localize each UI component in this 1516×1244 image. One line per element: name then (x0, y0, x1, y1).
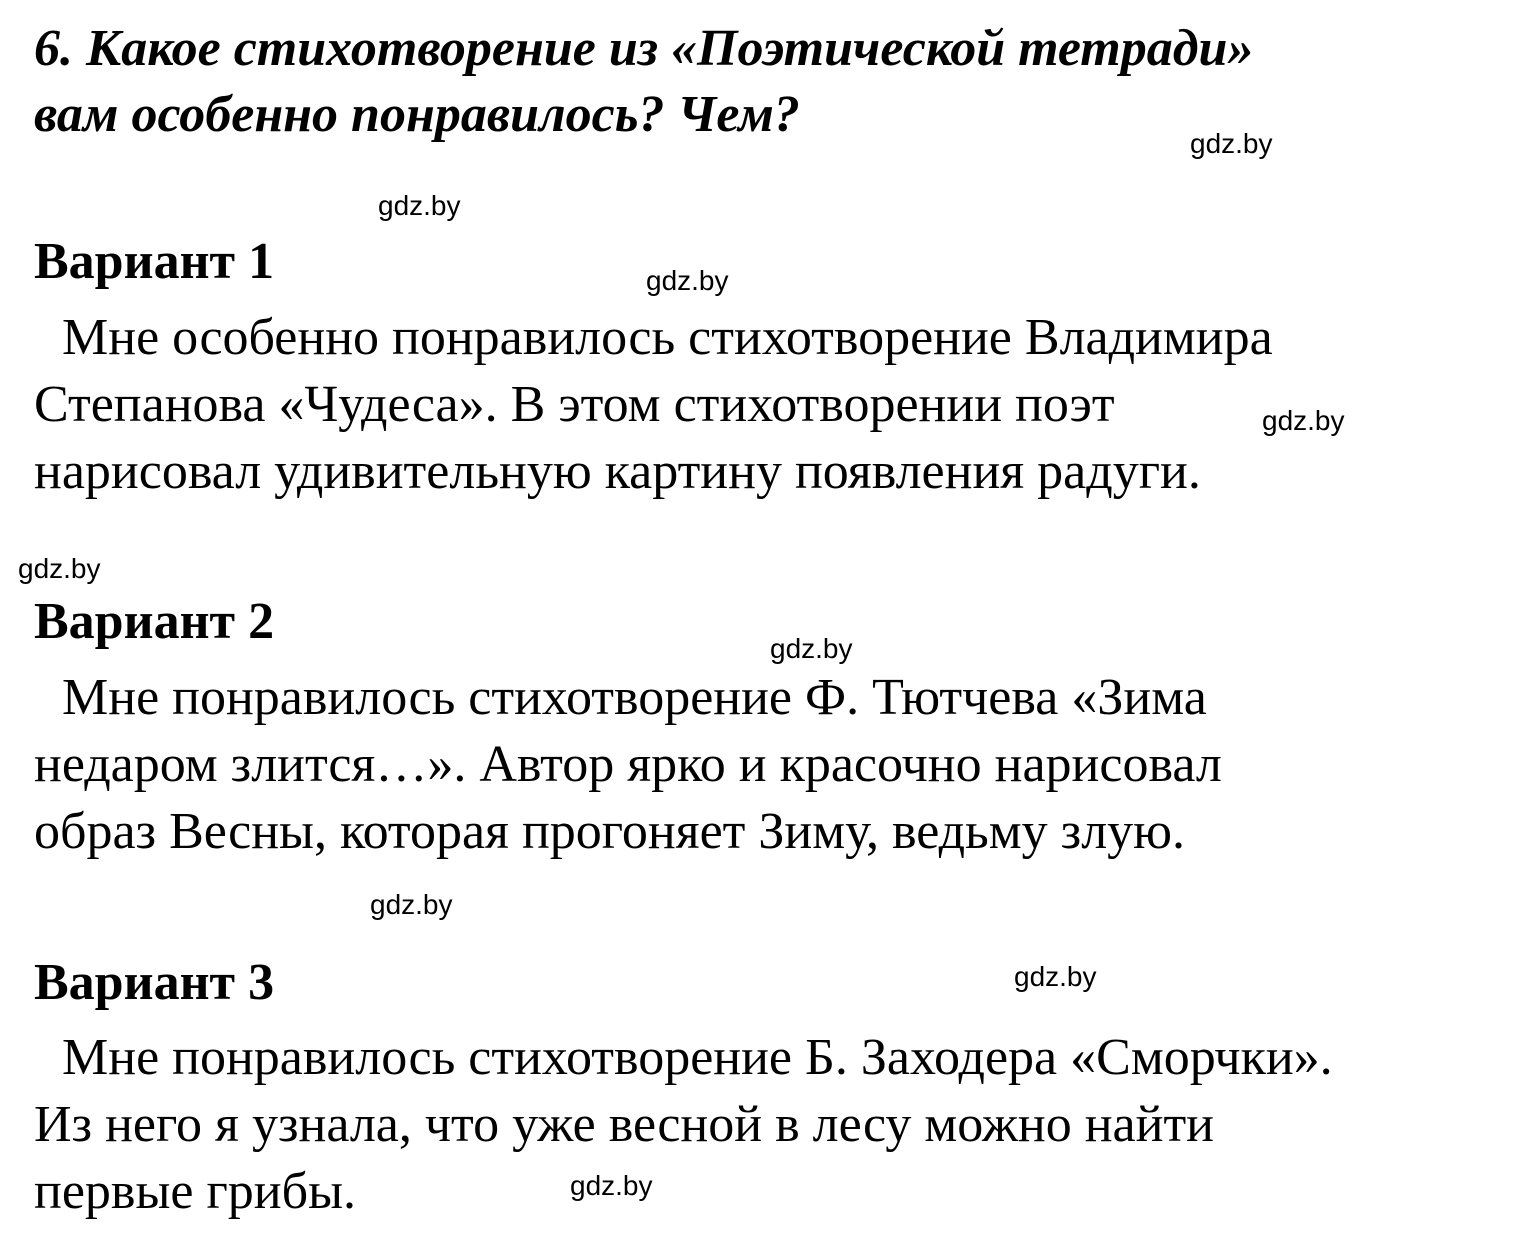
watermark: gdz.by (770, 633, 853, 664)
answer-line: Степанова «Чудеса». В этом стихотворении поэт (34, 376, 1115, 433)
answer-line: Мне особенно понравилось стихотворение Владимира (62, 309, 1273, 366)
answer-line: Из него я узнала, что уже весной в лесу можно найти (34, 1096, 1215, 1153)
watermark: gdz.by (370, 889, 453, 920)
answer-line: Мне понравилось стихотворение Ф. Тютчева «Зима (62, 669, 1207, 726)
watermark: gdz.by (18, 553, 101, 584)
watermark: gdz.by (646, 265, 729, 296)
variant-2-heading: Вариант 2 (34, 593, 275, 650)
watermark: gdz.by (570, 1170, 653, 1201)
answer-line: нарисовал удивительную картину появления радуги. (34, 443, 1201, 500)
question-line: вам особенно понравилось? Чем? (34, 86, 800, 143)
answer-line: недаром злится…». Автор ярко и красочно нарисовал (34, 736, 1222, 793)
watermark: gdz.by (1014, 961, 1097, 992)
watermark: gdz.by (1190, 128, 1273, 159)
answer-line: Мне понравилось стихотворение Б. Заходера «Сморчки». (62, 1029, 1333, 1086)
variant-1-answer (34, 304, 1273, 505)
variant-2-answer (34, 664, 1222, 865)
answer-line: первые грибы. (34, 1163, 357, 1220)
question-line: 6. Какое стихотворение из «Поэтической тетради» (34, 20, 1254, 77)
variant-3-heading: Вариант 3 (34, 954, 275, 1011)
watermark: gdz.by (1262, 405, 1345, 436)
variant-1-heading: Вариант 1 (34, 233, 275, 290)
answer-line: образ Весны, которая прогоняет Зиму, ведьму злую. (34, 803, 1186, 860)
watermark: gdz.by (378, 190, 461, 221)
variant-3-answer (34, 1024, 1333, 1225)
